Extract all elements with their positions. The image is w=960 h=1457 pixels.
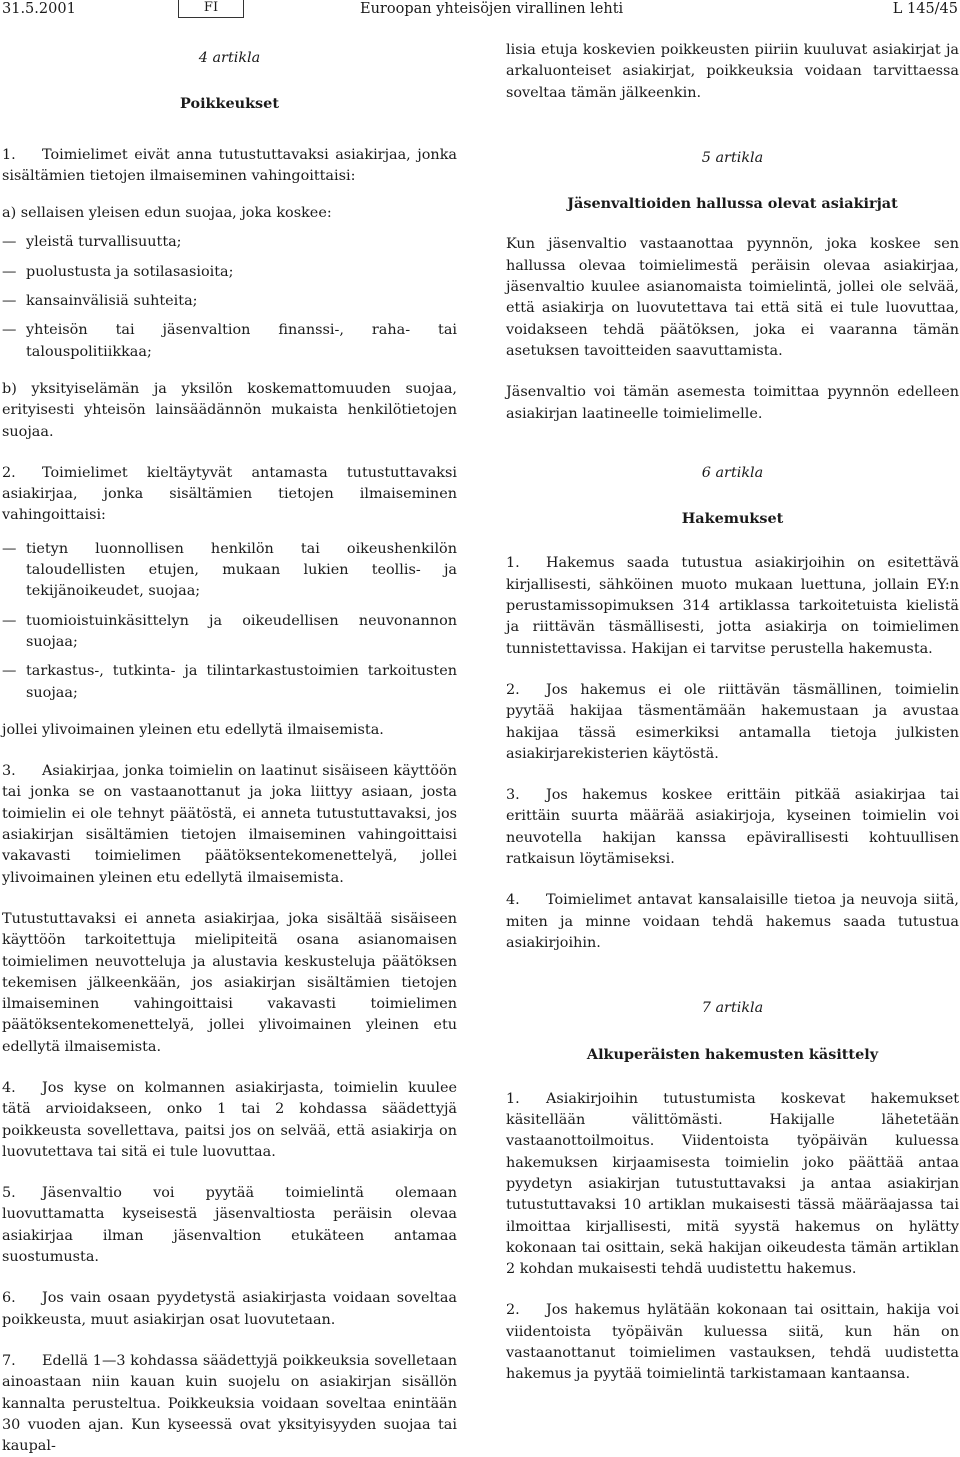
- language-badge: FI: [178, 0, 244, 18]
- list-item: — yhteisön tai jäsenvaltion finanssi-, raha- tai talouspolitiikkaa;: [2, 320, 457, 363]
- paragraph-text: Jäsenvaltio voi pyytää toimielintä olemaan luovuttamatta kyseisestä jäsenvaltiosta peräisin olevaa asiakirjaa ilman jäsenvaltion etukäteen antamaa suostumusta.: [2, 1185, 457, 1266]
- list-item: — yleistä turvallisuutta;: [2, 232, 457, 253]
- article-4-paragraph-5: [2, 1183, 457, 1268]
- list-item: — puolustusta ja sotilasasioita;: [2, 262, 457, 283]
- article-4-paragraph-6: [2, 1288, 457, 1331]
- paragraph-text: Toimielimet antavat kansalaisille tietoa ja neuvoja siitä, miten ja minne voidaan tehdä hakemus saada tutustua asiakirjoihin.: [506, 892, 959, 951]
- article-4-paragraph-3b: Tutustuttavaksi ei anneta asiakirjaa, joka sisältää sisäiseen käyttöön tarkoitettuja mielipiteitä osana asianomaisen toimielimen neuvotteluja ja alustavia keskusteluja päätöksen tekemisen jälkeenkään, jos asiakirjan sisältämien tietojen ilmaiseminen vahingoittaisi vakavasti toimielimen päätöksentekomenettelyä, jollei ylivoimainen yleinen etu edellytä ilmaisemista.: [2, 910, 457, 1055]
- page-header: [0, 0, 960, 22]
- journal-title: Euroopan yhteisöjen virallinen lehti: [360, 1, 624, 17]
- article-6-paragraph-4: [506, 890, 959, 954]
- publication-date: 31.5.2001: [2, 1, 76, 17]
- article-4-title: Poikkeukset: [180, 95, 279, 113]
- article-7-paragraph-1: [506, 1089, 959, 1281]
- article-4-paragraph-4: [2, 1078, 457, 1163]
- article-4-paragraph-7: [2, 1351, 457, 1457]
- paragraph-number: 2.: [2, 464, 16, 481]
- list-item: — tarkastus-, tutkinta- ja tilintarkastustoimien tarkoitusten suojaa;: [2, 661, 457, 704]
- article-4-heading: 4 artikla: [198, 50, 261, 66]
- paragraph-number: 4.: [506, 892, 520, 909]
- paragraph-number: 6.: [2, 1290, 16, 1307]
- list-item: — tietyn luonnollisen henkilön tai oikeushenkilön taloudellisten etujen, mukaan lukien teollis- ja tekijänoikeudet, suojaa;: [2, 539, 457, 603]
- article-4-paragraph-2-tail: jollei ylivoimainen yleinen etu edellytä ilmaisemista.: [2, 721, 384, 738]
- continued-paragraph: lisia etuja koskevien poikkeusten piiriin kuuluvat asiakirjat ja arkaluonteiset asiakirjat, poikkeuksia voidaan tarvittaessa soveltaa tämän jälkeenkin.: [506, 42, 959, 101]
- paragraph-number: 3.: [506, 787, 520, 804]
- article-5-paragraph-2: Jäsenvaltio voi tämän asemesta toimittaa pyynnön edelleen asiakirjan laatineelle toimielimelle.: [506, 384, 959, 422]
- paragraph-text: Hakemus saada tutustua asiakirjoihin on esitettävä kirjallisesti, sähköinen muoto mukaan luettuna, jollain EY:n perustamissopimuksen 314 artiklassa tarkoitetuista kielistä ja riittävän täsmällisesti, jotta asiakirja on toimielimen tunnistettavissa. Hakijan ei tarvitse perustella hakemusta.: [506, 555, 959, 657]
- article-4-paragraph-1: [2, 145, 457, 188]
- article-6-paragraph-3: [506, 785, 959, 870]
- article-5-heading: 5 artikla: [701, 149, 764, 166]
- paragraph-text: Edellä 1—3 kohdassa säädettyjä poikkeuksia sovelletaan ainoastaan niin kauan kuin suojelu on asiakirjan sisällön kannalta perusteltua. Poikkeuksia voidaan soveltaa enintään 30 vuoden ajan. Kun kyseessä ovat yksityisyyden suojaa tai kaupal-: [2, 1352, 457, 1455]
- left-column: [2, 40, 457, 1457]
- article-4-point-a: a) sellaisen yleisen edun suojaa, joka koskee:: [2, 205, 332, 222]
- right-column: [506, 40, 959, 1386]
- paragraph-text: Jos hakemus hylätään kokonaan tai osittain, hakija voi viidentoista työpäivän kuluessa siitä, kun hän on vastaanottanut toimielimen vastauksen, tehdä uudistetta hakemus ja pyytää toimielintä tarkistamaan kantaansa.: [506, 1302, 959, 1383]
- article-4-paragraph-2: [2, 463, 457, 527]
- article-7-paragraph-2: [506, 1300, 959, 1385]
- list-item: — tuomioistuinkäsittelyn ja oikeudellisen neuvonannon suojaa;: [2, 611, 457, 654]
- article-6-title: Hakemukset: [681, 510, 784, 528]
- paragraph-text: Jos vain osaan pyydetystä asiakirjasta voidaan soveltaa poikkeusta, muut asiakirjan osat luovutetaan.: [2, 1290, 457, 1328]
- paragraph-number: 2.: [506, 681, 520, 698]
- paragraph-text: Jos kyse on kolmannen asiakirjasta, toimielin kuulee tätä arvioidakseen, onko 1 tai 2 kohdassa säädettyjä poikkeusta sovellettava, paitsi jos on selvää, että asiakirja on luovutettava tai sitä ei tule luovuttaa.: [2, 1079, 457, 1160]
- paragraph-text: Jos hakemus ei ole riittävän täsmällinen, toimielin pyytää hakijaa täsmentämään hakemustaan ja avustaa hakijaa tässä esimerkiksi antamalla tietoja julkisten asiakirjarekisterien käytöstä.: [506, 681, 959, 762]
- paragraph-number: 2.: [506, 1302, 520, 1319]
- paragraph-number: 3.: [2, 763, 16, 780]
- article-5-paragraph-1: Kun jäsenvaltio vastaanottaa pyynnön, joka koskee sen hallussa olevaa toimielimestä peräisin olevaa asiakirjaa, jäsenvaltio kuulee asianomaista toimielintä, jollei ole selvää, että asiakirja on luovutettava tai että sitä ei tule luovuttaa, voidakseen tehdä päätöksen, joka ei vaaranna tämän asetuksen tavoitteiden saavuttamista.: [506, 236, 959, 359]
- paragraph-text: Toimielimet eivät anna tutustuttavaksi asiakirjaa, jonka sisältämien tietojen ilmaiseminen vahingoittaisi:: [2, 146, 457, 184]
- paragraph-number: 1.: [506, 1090, 520, 1107]
- paragraph-number: 5.: [2, 1185, 16, 1202]
- paragraph-text: Toimielimet kieltäytyvät antamasta tutustuttavaksi asiakirjaa, jonka sisältämien tietojen ilmaiseminen vahingoittaisi:: [2, 464, 457, 524]
- page-reference: L 145/45: [892, 1, 958, 17]
- paragraph-number: 4.: [2, 1079, 16, 1096]
- article-4-paragraph-3: [2, 761, 457, 889]
- paragraph-number: 7.: [2, 1352, 16, 1369]
- article-6-paragraph-2: [506, 680, 959, 765]
- article-7-title: Alkuperäisten hakemusten käsittely: [586, 1045, 879, 1063]
- article-6-heading: 6 artikla: [701, 464, 764, 481]
- article-4-point-b: b) yksityiselämän ja yksilön koskemattomuuden suojaa, erityisesti yhteisön lainsäädännön mukaista henkilötietojen suojaa.: [2, 380, 457, 440]
- paragraph-number: 1.: [2, 146, 16, 163]
- paragraph-text: Asiakirjoihin tutustumista koskevat hakemukset käsitellään välittömästi. Hakijalle lähetetään vastaanottoilmoitus. Viidentoista työpäivän kuluessa hakemuksen kirjaamisesta toimielin joko päättää antaa pyydetyn asiakirjan tutustuttavaksi ja antaa asiakirjan tutustuttavaksi 10 artiklan mukaisesti tässä määräajassa tai ilmoittaa kirjallisesti, mitä syystä hakemus on hylätty kokonaan tai osittain, sekä hakijan oikeudesta tämän artiklan 2 kohdan mukaisesti tehdä uudistettu hakemus.: [506, 1090, 959, 1278]
- paragraph-text: Jos hakemus koskee erittäin pitkää asiakirjaa tai erittäin suurta määrää asiakirjoja, kyseinen toimielin voi neuvotella hakijan kanssa epävirallisesti kohtuullisen ratkaisun löytämiseksi.: [506, 787, 959, 868]
- article-5-title: Jäsenvaltioiden hallussa olevat asiakirjat: [567, 195, 898, 213]
- paragraph-text: Asiakirjaa, jonka toimielin on laatinut sisäiseen käyttöön tai jonka se on vastaanottanut ja joka liittyy asiaan, josta toimielin ei ole tehnyt päätöstä, ei anneta tutustuttavaksi, jos asiakirjan sisältämien tietojen ilmaiseminen vahingoittaisi vakavasti toimielimen päätöksentekomenettelyä, jollei ylivoimainen yleinen etu edellytä ilmaisemista.: [2, 763, 457, 886]
- list-item: — kansainvälisiä suhteita;: [2, 291, 457, 312]
- article-6-paragraph-1: [506, 553, 959, 659]
- paragraph-number: 1.: [506, 555, 520, 572]
- article-7-heading: 7 artikla: [701, 1000, 764, 1017]
